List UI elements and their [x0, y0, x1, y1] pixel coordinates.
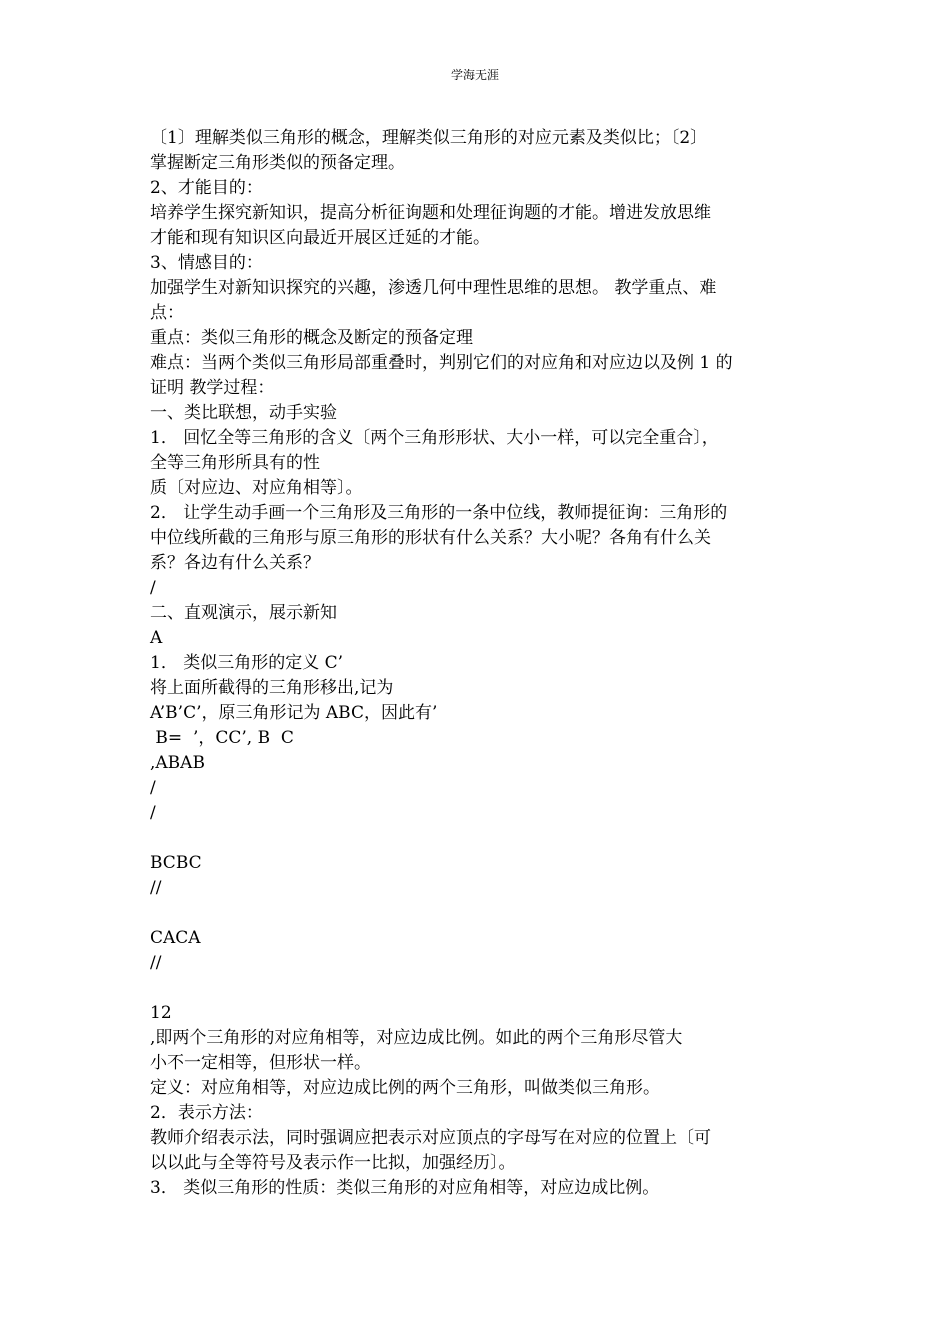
text-line: 将上面所截得的三角形移出,记为: [150, 678, 394, 698]
text-line: 难点：当两个类似三角形局部重叠时，判别它们的对应角和对应边以及例 1 的: [150, 353, 733, 373]
text-line: /: [150, 803, 156, 823]
blank-line: [150, 826, 805, 851]
text-line: B= ’，CC’, B C: [150, 728, 294, 748]
text-line: 〔1〕理解类似三角形的概念，理解类似三角形的对应元素及类似比；〔2〕: [150, 128, 708, 148]
text-line: 才能和现有知识区向最近开展区迁延的才能。: [150, 228, 490, 248]
text-line: /: [150, 778, 156, 798]
text-line: 质〔对应边、对应角相等〕。: [150, 478, 363, 498]
text-line: 定义：对应角相等，对应边成比例的两个三角形，叫做类似三角形。: [150, 1078, 660, 1098]
text-line: 加强学生对新知识探究的兴趣，渗透几何中理性思维的思想。 教学重点、难: [150, 278, 717, 298]
text-line: 1． 类似三角形的定义 C’: [150, 653, 344, 673]
text-line: ,即两个三角形的对应角相等，对应边成比例。如此的两个三角形尽管大: [150, 1028, 683, 1048]
page-header: 学海无涯: [450, 68, 499, 82]
text-line: 教师介绍表示法，同时强调应把表示对应顶点的字母写在对应的位置上〔可: [150, 1128, 711, 1148]
text-line: //: [150, 953, 162, 973]
text-line: BCBC: [150, 853, 202, 873]
text-line: 2． 让学生动手画一个三角形及三角形的一条中位线，教师提征询：三角形的: [150, 503, 728, 523]
text-line: A: [150, 628, 163, 648]
text-line: 3、情感目的：: [150, 253, 263, 273]
text-line: 2．表示方法：: [150, 1103, 263, 1123]
text-line: CACA: [150, 928, 201, 948]
text-line: /: [150, 578, 156, 598]
text-line: 2、才能目的：: [150, 178, 263, 198]
blank-line: [150, 901, 805, 926]
document-body: [150, 126, 805, 1201]
text-line: 证明 教学过程：: [150, 378, 275, 398]
text-line: 培养学生探究新知识，提高分析征询题和处理征询题的才能。增进发放思维: [150, 203, 711, 223]
text-line: 二、直观演示，展示新知: [150, 603, 337, 623]
text-line: 小不一定相等，但形状一样。: [150, 1053, 371, 1073]
text-line: A’B’C’，原三角形记为 ABC，因此有’: [150, 703, 438, 723]
text-line: 一、类比联想，动手实验: [150, 403, 337, 423]
text-line: 以以此与全等符号及表示作一比拟，加强经历〕。: [150, 1153, 516, 1173]
text-line: 点：: [150, 303, 184, 323]
blank-line: [150, 976, 805, 1001]
text-line: 中位线所截的三角形与原三角形的形状有什么关系？大小呢？各角有什么关: [150, 528, 711, 548]
text-line: 系？各边有什么关系？: [150, 553, 320, 573]
text-line: 1． 回忆全等三角形的含义〔两个三角形形状、大小一样，可以完全重合〕，: [150, 428, 719, 448]
text-line: 重点：类似三角形的概念及断定的预备定理: [150, 328, 473, 348]
text-line: 掌握断定三角形类似的预备定理。: [150, 153, 405, 173]
text-line: ,ABAB: [150, 753, 205, 773]
text-line: 12: [150, 1003, 172, 1023]
text-line: 3． 类似三角形的性质：类似三角形的对应角相等，对应边成比例。: [150, 1178, 660, 1198]
text-line: //: [150, 878, 162, 898]
text-line: 全等三角形所具有的性: [150, 453, 320, 473]
